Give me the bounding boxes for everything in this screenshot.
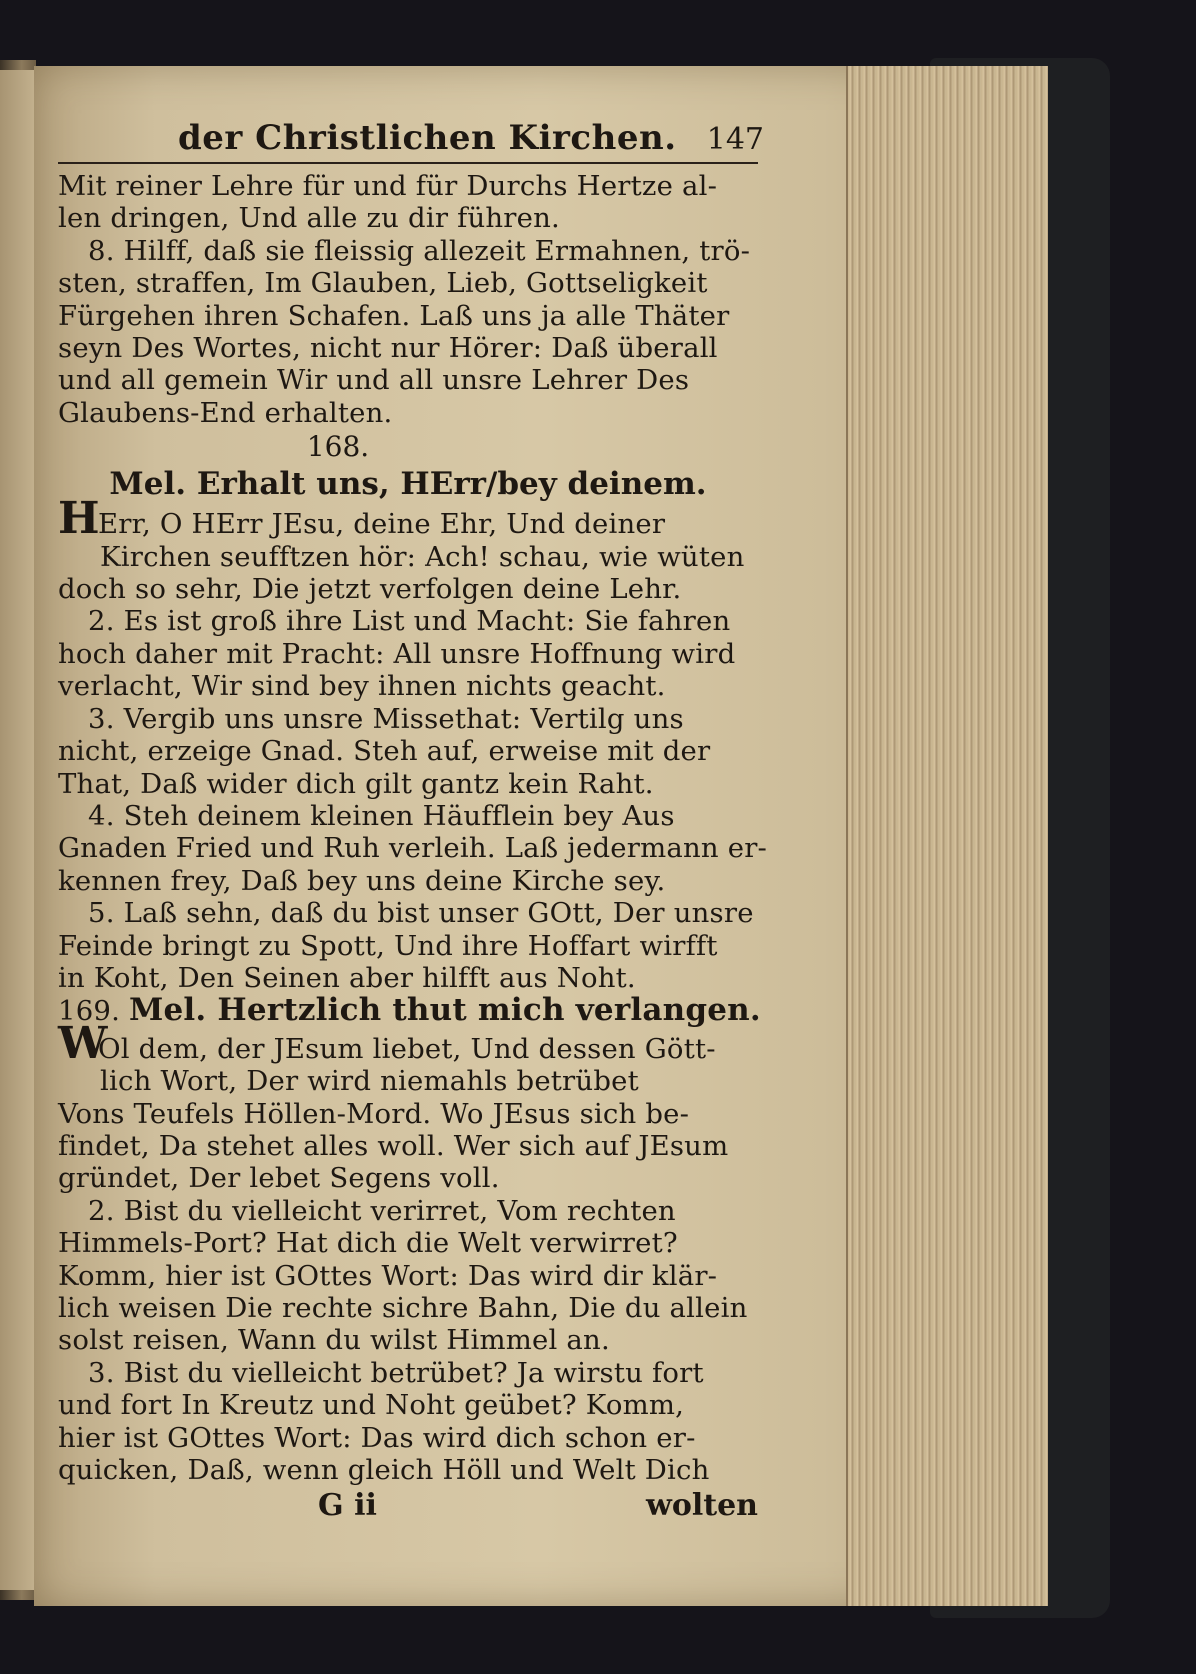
text-line [58, 1017, 758, 1069]
text-line: gründet, Der lebet Segens voll. [58, 1162, 500, 1195]
hymn-168 [58, 429, 768, 994]
catchword: wolten [646, 1488, 758, 1524]
text-line: und fort In Kreutz und Noht geübet? Komm, [58, 1389, 685, 1422]
text-span: Err, O HErr JEsu, deine Ehr, Und deiner [98, 508, 666, 541]
melody-heading: Mel. Hertzlich thut mich verlangen. [128, 992, 761, 1029]
hymn-header-line [58, 992, 761, 1029]
text-span: Ol dem, der JEsum liebet, Und dessen Gött- [98, 1032, 716, 1065]
text-line: Himmels-Port? Hat dich die Welt verwirret? [58, 1227, 678, 1260]
previous-page-edge [0, 70, 36, 1590]
text-line: len dringen, Und alle zu dir führen. [58, 202, 560, 235]
text-line: verlacht, Wir sind bey ihnen nichts geacht. [58, 670, 666, 703]
signature-mark: G ii [318, 1488, 377, 1524]
text-line: Kirchen seufftzen hör: Ach! schau, wie wüten [100, 540, 745, 573]
text-line: Glaubens-End erhalten. [58, 396, 393, 429]
text-line: 2. Bist du vielleicht verirret, Vom rechten [88, 1194, 676, 1227]
running-title: der Christlichen Kirchen. [178, 118, 677, 158]
page-footer [58, 1488, 758, 1523]
hymn-167-continuation [58, 170, 758, 429]
drop-capital: H [58, 493, 100, 545]
text-line: Fürgehen ihren Schafen. Laß uns ja alle Thäter [58, 299, 730, 332]
running-head [58, 118, 764, 164]
text-line: 3. Bist du vielleicht betrübet? Ja wirstu fort [88, 1356, 704, 1389]
text-line: lich Wort, Der wird niemahls betrübet [100, 1065, 639, 1098]
page-number: 147 [706, 122, 764, 157]
text-line: solst reisen, Wann du wilst Himmel an. [58, 1324, 610, 1357]
text-line: kennen frey, Daß bey uns deine Kirche sey. [58, 864, 666, 897]
text-line: quicken, Daß, wenn gleich Höll und Welt Dich [58, 1454, 710, 1487]
text-line: Gnaden Fried und Ruh verleih. Laß jedermann er- [58, 832, 768, 865]
hymn-number: 168. [306, 430, 370, 464]
text-line: hoch daher mit Pracht: All unsre Hoffnung wird [58, 637, 736, 670]
text-line: in Koht, Den Seinen aber hilfft aus Noht. [58, 961, 636, 994]
hymn-169 [58, 992, 761, 1487]
text-line: 4. Steh deinem kleinen Häufflein bey Aus [88, 799, 675, 832]
text-line: That, Daß wider dich gilt gantz kein Raht. [58, 767, 654, 800]
text-line: Feinde bringt zu Spott, Und ihre Hoffart wirfft [58, 929, 718, 962]
text-line: doch so sehr, Die jetzt verfolgen deine Lehr. [58, 573, 682, 606]
text-line [58, 493, 758, 545]
text-line: 5. Laß sehn, daß du bist unser GOtt, Der unsre [88, 897, 754, 930]
text-line: sten, straffen, Im Glauben, Lieb, Gottseligkeit [58, 267, 708, 300]
text-line: Mit reiner Lehre für und für Durchs Hertze al- [58, 170, 718, 202]
text-line: Komm, hier ist GOttes Wort: Das wird dir klär- [58, 1259, 718, 1292]
melody-heading: Mel. Erhalt uns, HErr/bey deinem. [109, 466, 707, 503]
text-line: hier ist GOttes Wort: Das wird dich schon er- [58, 1421, 696, 1454]
page-content [58, 118, 768, 1524]
text-line: und all gemein Wir und all unsre Lehrer Des [58, 364, 690, 397]
text-line: 3. Vergib uns unsre Missethat: Vertilg uns [88, 702, 684, 735]
page-edges [846, 66, 1048, 1606]
hymn-number: 169. [58, 995, 121, 1028]
text-line: seyn Des Wortes, nicht nur Hörer: Daß überall [58, 332, 718, 365]
text-line: lich weisen Die rechte sichre Bahn, Die du allein [58, 1292, 748, 1324]
text-line: findet, Da stehet alles woll. Wer sich auf JEsum [58, 1129, 729, 1162]
text-line: Vons Teufels Höllen-Mord. Wo JEsus sich be- [58, 1097, 690, 1130]
drop-capital: W [58, 1017, 108, 1069]
text-line: nicht, erzeige Gnad. Steh auf, erweise mit der [58, 735, 711, 768]
text-line: 8. Hilff, daß sie fleissig allezeit Ermahnen, trö- [88, 234, 751, 267]
text-line: 2. Es ist groß ihre List und Macht: Sie fahren [88, 605, 731, 638]
